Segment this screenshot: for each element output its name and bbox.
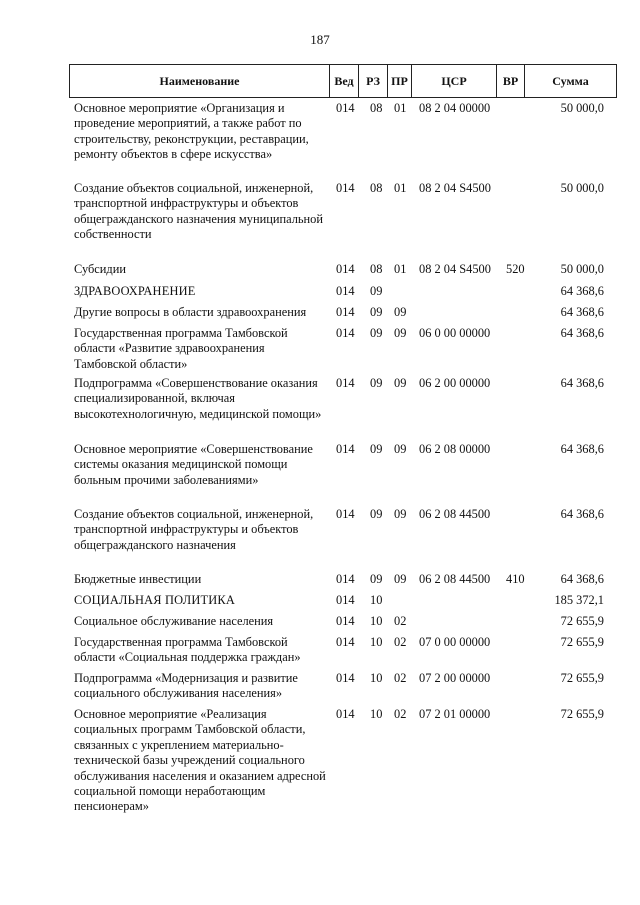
header-name: Наименование (70, 65, 330, 98)
row-csr: 07 0 00 00000 (419, 635, 491, 649)
table-row (0, 505, 640, 570)
row-ved: 014 (336, 507, 355, 521)
row-rz: 10 (370, 614, 383, 628)
row-rz: 10 (370, 593, 383, 607)
row-ved: 014 (336, 442, 355, 456)
row-rz: 09 (370, 284, 383, 298)
row-name: Субсидии (74, 262, 126, 276)
table-row (0, 179, 640, 260)
row-rz: 09 (370, 376, 383, 390)
table-row (0, 440, 640, 505)
table-row (0, 99, 640, 179)
row-csr: 06 0 00 00000 (419, 326, 491, 340)
row-sum: 64 368,6 (560, 376, 604, 390)
table-row (0, 282, 640, 303)
row-sum: 72 655,9 (560, 635, 604, 649)
table-row (0, 570, 640, 591)
header-sum: Сумма (525, 65, 617, 98)
row-vr: 410 (506, 572, 525, 586)
row-sum: 64 368,6 (560, 284, 604, 298)
row-pr: 09 (394, 376, 407, 390)
row-rz: 09 (370, 572, 383, 586)
row-sum: 64 368,6 (560, 442, 604, 456)
row-name: Создание объектов социальной, инженерной, транспортной инфраструктуры и объектов общегражданского назначения муниципальной собственности (74, 181, 324, 242)
row-csr: 08 2 04 00000 (419, 101, 491, 115)
row-rz: 09 (370, 305, 383, 319)
row-rz: 08 (370, 262, 383, 276)
row-pr: 09 (394, 442, 407, 456)
row-ved: 014 (336, 101, 355, 115)
budget-table-header (69, 64, 617, 98)
row-pr: 01 (394, 181, 407, 195)
row-rz: 09 (370, 507, 383, 521)
row-rz: 10 (370, 635, 383, 649)
row-pr: 09 (394, 305, 407, 319)
row-sum: 64 368,6 (560, 507, 604, 521)
table-row (0, 612, 640, 633)
row-ved: 014 (336, 635, 355, 649)
row-sum: 185 372,1 (554, 593, 604, 607)
row-csr: 06 2 08 00000 (419, 442, 491, 456)
row-ved: 014 (336, 181, 355, 195)
table-row (0, 633, 640, 669)
row-ved: 014 (336, 593, 355, 607)
row-pr: 02 (394, 614, 407, 628)
header-vr: ВР (497, 65, 525, 98)
header-ved: Вед (330, 65, 359, 98)
row-csr: 07 2 00 00000 (419, 671, 491, 685)
row-name: Социальное обслуживание населения (74, 614, 274, 628)
row-name: СОЦИАЛЬНАЯ ПОЛИТИКА (74, 593, 235, 607)
row-name: Основное мероприятие «Совершенствование системы оказания медицинской помощи больным прочими заболеваниями» (74, 442, 313, 487)
row-sum: 72 655,9 (560, 707, 604, 721)
row-rz: 10 (370, 707, 383, 721)
row-sum: 64 368,6 (560, 305, 604, 319)
row-rz: 08 (370, 101, 383, 115)
row-csr: 06 2 08 44500 (419, 572, 491, 586)
row-name: Подпрограмма «Модернизация и развитие социального обслуживания населения» (74, 671, 298, 701)
row-rz: 10 (370, 671, 383, 685)
table-row (0, 374, 640, 440)
table-row (0, 591, 640, 612)
row-name: Основное мероприятие «Организация и проведение мероприятий, а также работ по строительству, реконструкции, реставрации, ремонту объектов в сфере искусства» (74, 101, 309, 162)
row-csr: 06 2 08 44500 (419, 507, 491, 521)
row-csr: 06 2 00 00000 (419, 376, 491, 390)
row-rz: 09 (370, 442, 383, 456)
row-pr: 02 (394, 635, 407, 649)
row-name: Основное мероприятие «Реализация социальных программ Тамбовской области, связанных с укреплением материально-технической базы учреждений социального обслуживания населения и оказанием адресной социальной помощи неработающим пенсионерам» (74, 707, 326, 814)
row-ved: 014 (336, 305, 355, 319)
row-name: Бюджетные инвестиции (74, 572, 202, 586)
row-name: Подпрограмма «Совершенствование оказания специализированной, включая высокотехнологичную, медицинской помощи» (74, 376, 322, 421)
table-row (0, 303, 640, 324)
row-pr: 01 (394, 101, 407, 115)
row-ved: 014 (336, 572, 355, 586)
row-sum: 64 368,6 (560, 572, 604, 586)
row-sum: 50 000,0 (560, 181, 604, 195)
row-sum: 72 655,9 (560, 614, 604, 628)
row-pr: 02 (394, 707, 407, 721)
row-csr: 07 2 01 00000 (419, 707, 491, 721)
row-rz: 09 (370, 326, 383, 340)
row-sum: 50 000,0 (560, 262, 604, 276)
header-pr: ПР (388, 65, 412, 98)
table-row (0, 260, 640, 282)
row-sum: 50 000,0 (560, 101, 604, 115)
row-name: Государственная программа Тамбовской области «Социальная поддержка граждан» (74, 635, 301, 665)
row-pr: 01 (394, 262, 407, 276)
row-csr: 08 2 04 S4500 (419, 262, 491, 276)
row-name: Создание объектов социальной, инженерной, транспортной инфраструктуры и объектов общегражданского назначения (74, 507, 314, 552)
row-name: Другие вопросы в области здравоохранения (74, 305, 307, 319)
row-sum: 72 655,9 (560, 671, 604, 685)
header-csr: ЦСР (412, 65, 497, 98)
table-row (0, 669, 640, 705)
row-ved: 014 (336, 376, 355, 390)
table-row (0, 324, 640, 374)
budget-table-body (0, 99, 640, 817)
row-name: ЗДРАВООХРАНЕНИЕ (74, 284, 196, 298)
row-ved: 014 (336, 671, 355, 685)
row-vr: 520 (506, 262, 525, 276)
row-csr: 08 2 04 S4500 (419, 181, 491, 195)
row-ved: 014 (336, 284, 355, 298)
row-pr: 09 (394, 326, 407, 340)
table-row (0, 705, 640, 817)
row-name: Государственная программа Тамбовской области «Развитие здравоохранения Тамбовской области» (74, 326, 288, 371)
row-pr: 02 (394, 671, 407, 685)
row-ved: 014 (336, 614, 355, 628)
row-pr: 09 (394, 507, 407, 521)
row-ved: 014 (336, 326, 355, 340)
row-pr: 09 (394, 572, 407, 586)
page-number: 187 (310, 32, 330, 47)
row-ved: 014 (336, 707, 355, 721)
row-sum: 64 368,6 (560, 326, 604, 340)
header-rz: РЗ (359, 65, 388, 98)
row-rz: 08 (370, 181, 383, 195)
row-ved: 014 (336, 262, 355, 276)
